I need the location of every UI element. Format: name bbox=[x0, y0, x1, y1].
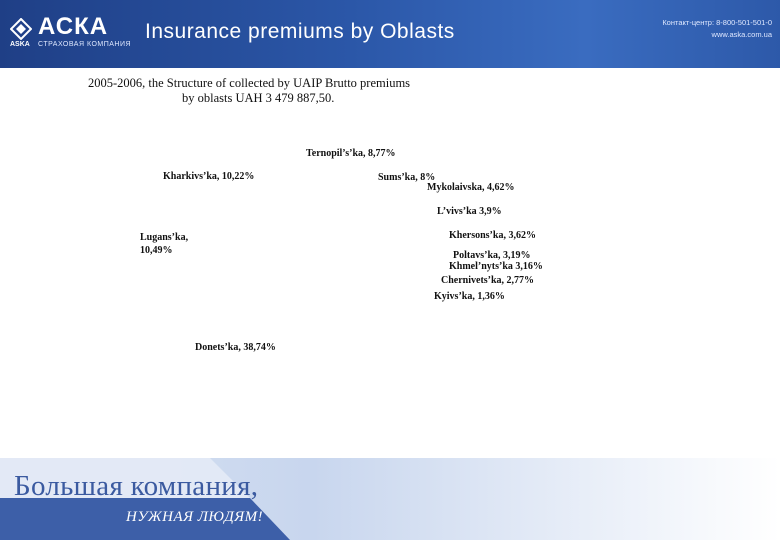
slice-label: Lugans’ka, bbox=[140, 232, 189, 243]
slice-label: Chernivets’ka, 2,77% bbox=[441, 275, 535, 286]
slice-label: Khersons’ka, 3,62% bbox=[449, 230, 536, 241]
slice-label: Donets’ka, 38,74% bbox=[195, 342, 276, 353]
slice-label: Poltavs’ka, 3,19% bbox=[453, 250, 531, 261]
slice-label: Sums’ka, 8% bbox=[378, 172, 436, 183]
page-title: Insurance premiums by Oblasts bbox=[145, 20, 455, 43]
slice-label: Kyivs’ka, 1,36% bbox=[434, 291, 505, 302]
contact-website[interactable]: www.aska.com.ua bbox=[711, 30, 772, 39]
logo-abbr: ASKA bbox=[10, 41, 30, 48]
slice-label: Mykolaivska, 4,62% bbox=[427, 182, 515, 193]
slogan-line1: Большая компания, bbox=[14, 470, 259, 502]
chart-title-line2: by oblasts UAH 3 479 887,50. bbox=[182, 91, 335, 105]
slice-label: L’vivs’ka 3,9% bbox=[437, 206, 502, 217]
logo-subtitle: СТРАХОВАЯ КОМПАНИЯ bbox=[38, 41, 132, 48]
chart-title-line1: 2005-2006, the Structure of collected by UAIP Brutto premiums bbox=[88, 76, 411, 90]
logo-text: АСКА bbox=[38, 13, 109, 40]
slice-label: Ternopil’s’ka, 8,77% bbox=[306, 148, 396, 159]
slice-label: Khmel’nyts’ka 3,16% bbox=[449, 261, 543, 272]
slice-label: 10,49% bbox=[140, 245, 173, 256]
slice-label: Kharkivs’ka, 10,22% bbox=[163, 171, 255, 182]
contact-phone: Контакт-центр: 8-800-501-501-0 bbox=[662, 18, 772, 27]
slogan-line2: НУЖНАЯ ЛЮДЯМ! bbox=[126, 509, 264, 525]
